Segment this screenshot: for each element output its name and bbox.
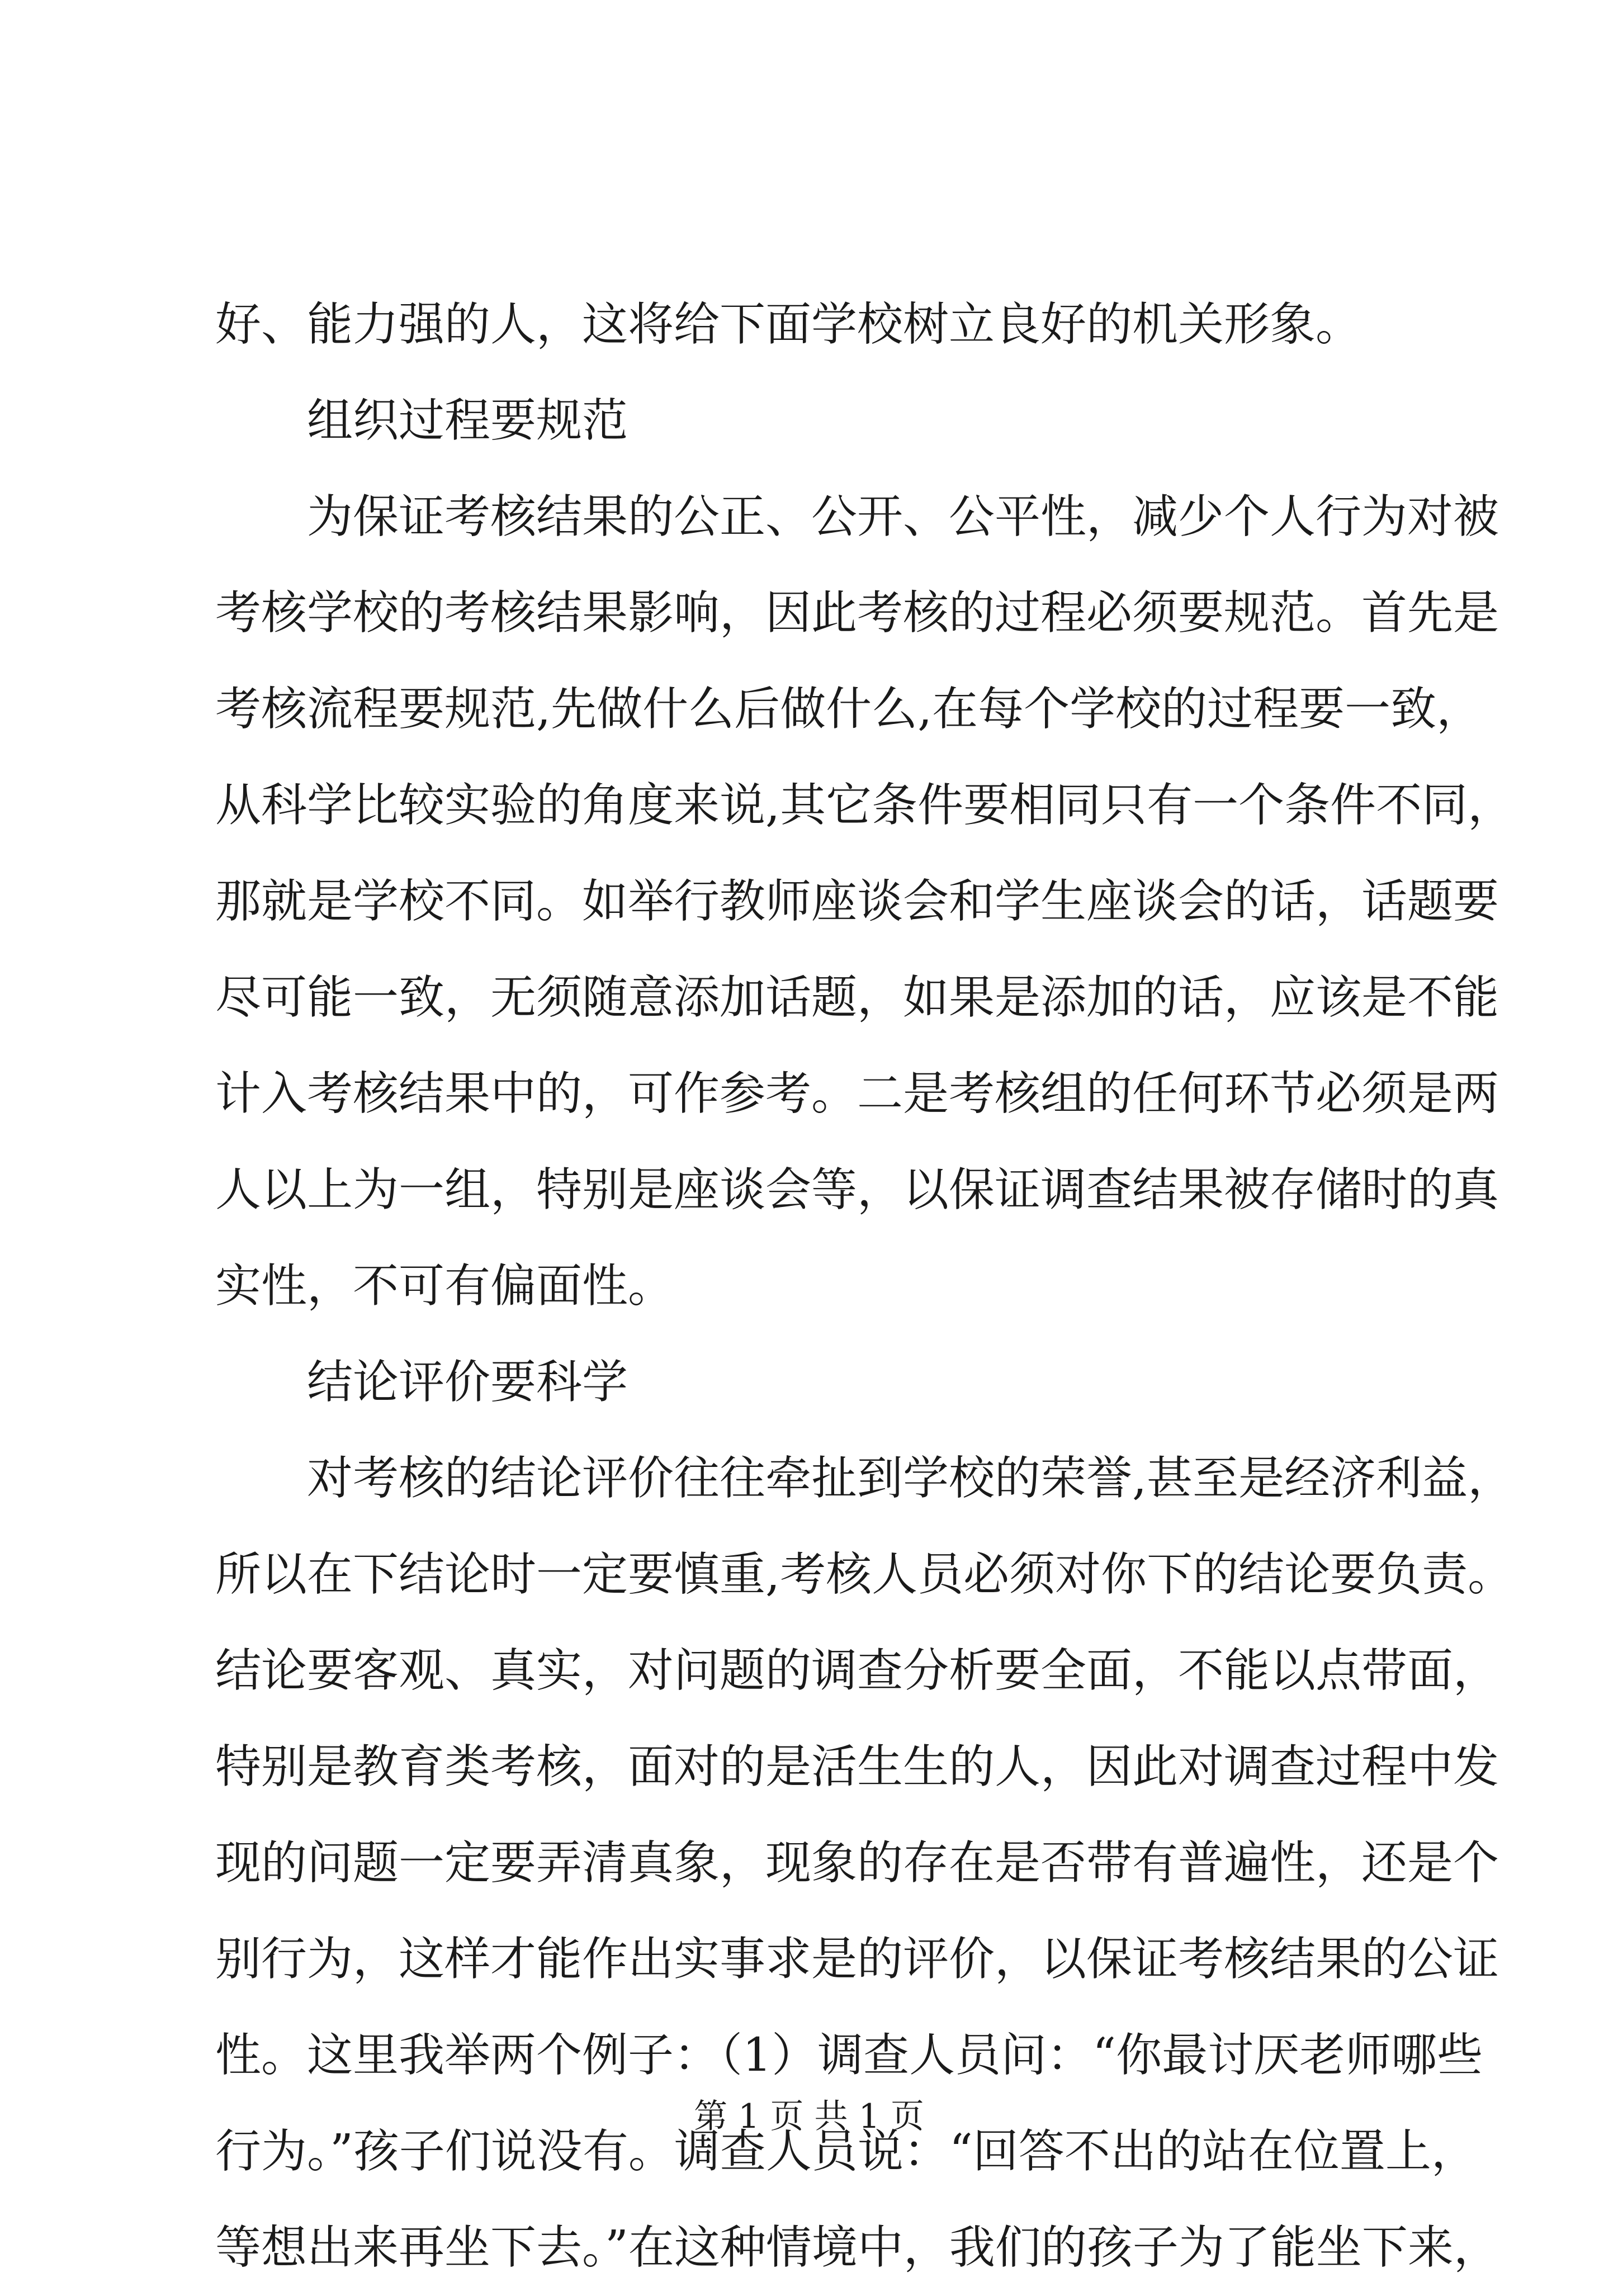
paragraph-line: 人以上为一组，特别是座谈会等，以保证调查结果被存储时的真: [215, 1163, 1499, 1216]
paragraph-line: 等想出来再坐下去。”在这种情境中，我们的孩子为了能坐下来，: [215, 2221, 1499, 2274]
paragraph-line: 好、能力强的人，这将给下面学校树立良好的机关形象。: [215, 298, 1362, 351]
paragraph-line: 那就是学校不同。如举行教师座谈会和学生座谈会的话，话题要: [215, 875, 1499, 928]
paragraph-line: 从科学比较实验的角度来说,其它条件要相同只有一个条件不同，: [215, 779, 1514, 832]
section-heading: 组织过程要规范: [307, 394, 628, 447]
paragraph-line: 现的问题一定要弄清真象，现象的存在是否带有普遍性，还是个: [215, 1836, 1499, 1890]
paragraph-line: 为保证考核结果的公正、公开、公平性，减少个人行为对被: [307, 490, 1499, 543]
paragraph-line: 所以在下结论时一定要慎重,考核人员必须对你下的结论要负责。: [215, 1548, 1514, 1601]
section-heading: 结论评价要科学: [307, 1356, 628, 1409]
paragraph-line: 考核学校的考核结果影响，因此考核的过程必须要规范。首先是: [215, 586, 1499, 640]
paragraph-line: 实性，不可有偏面性。: [215, 1260, 674, 1313]
paragraph-line: 计入考核结果中的，可作参考。二是考核组的任何环节必须是两: [215, 1067, 1499, 1120]
paragraph-line: 别行为，这样才能作出实事求是的评价，以保证考核结果的公证: [215, 1933, 1499, 1986]
document-body: [215, 277, 1514, 2296]
paragraph-line: 考核流程要规范,先做什么后做什么,在每个学校的过程要一致，: [215, 683, 1483, 736]
paragraph-line: 特别是教育类考核，面对的是活生生的人，因此对调查过程中发: [215, 1740, 1499, 1793]
paragraph-line: 对考核的结论评价往往牵扯到学校的荣誉,甚至是经济利益，: [307, 1452, 1514, 1505]
paragraph-line: 行为。”孩子们说没有。调查人员说：“回答不出的站在位置上，: [215, 2125, 1477, 2178]
paragraph-line: 尽可能一致，无须随意添加话题，如果是添加的话，应该是不能: [215, 971, 1499, 1024]
paragraph-line: 结论要客观、真实，对问题的调查分析要全面，不能以点带面，: [215, 1644, 1499, 1697]
page-footer: 第 1 页 共 1 页: [694, 2097, 924, 2136]
paragraph-line: 性。这里我举两个例子：（1）调查人员问：“你最讨厌老师哪些: [215, 2029, 1483, 2082]
